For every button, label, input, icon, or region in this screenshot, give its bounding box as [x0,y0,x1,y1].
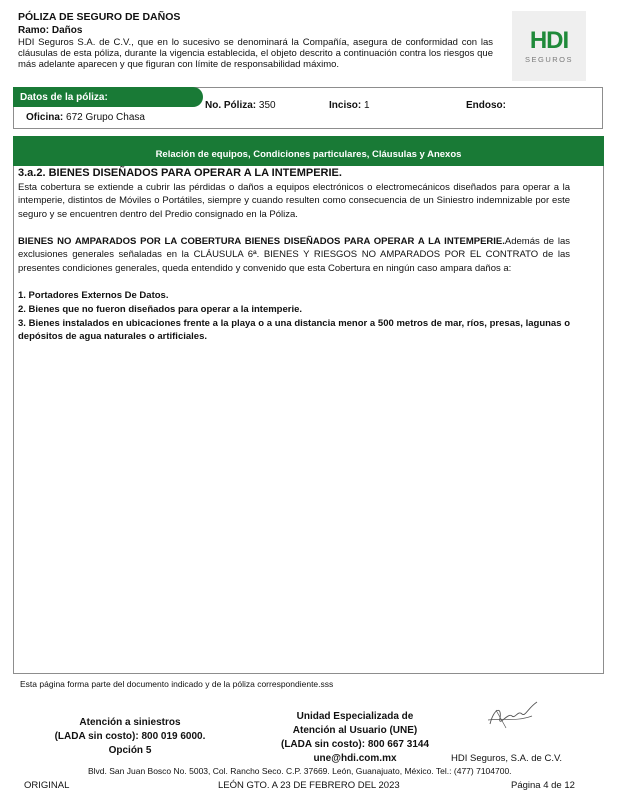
inciso-value: 1 [364,100,370,111]
inciso-field [329,100,370,111]
exclusions-text: Además de las exclusiones generales señaladas en la CLÁUSULA 6ª. BIENES Y RIESGOS NO AMPARADOS POR EL CONTRATO de las presentes condiciones generales, queda entendido y convenido que esta Cobertura en ningún caso ampara daños a: [18,236,570,274]
company-address: Blvd. San Juan Bosco No. 5003, Col. Rancho Seco. C.P. 37669. León, Guanajuato, México. Tel.: (477) 7104700. [88,766,512,776]
hdi-logo [512,11,586,81]
endoso-field [466,100,506,111]
signature-image [482,698,542,732]
inciso-label: Inciso: [329,100,362,111]
ramo-label: Ramo: Daños [18,25,83,36]
document-title: PÓLIZA DE SEGURO DE DAÑOS [18,11,181,23]
exclusion-item: 1. Portadores Externos De Datos. [18,290,169,301]
claims-contact-line: (LADA sin costo): 800 019 6000. [54,731,206,742]
policy-number-label: No. Póliza: [205,100,257,111]
policy-number-field [205,100,276,111]
intro-paragraph: HDI Seguros S.A. de C.V., que en lo sucesivo se denominará la Compañía, asegura de conformidad con las cláusulas de esta póliza, durante la vigencia establecida, el objeto descrito a continuación contra los riesgos que más adelante aparecen y que figuran con límite de responsabilidad máximo. [18,37,493,70]
une-contact-line: Atención al Usuario (UNE) [292,725,418,736]
claims-contact-line: Opción 5 [108,745,152,756]
section-bar [13,136,604,166]
company-name: HDI Seguros, S.A. de C.V. [451,753,563,764]
logo-brand: HDI [529,27,569,54]
policy-data-tab [13,87,203,107]
exclusions-heading: BIENES NO AMPARADOS POR LA COBERTURA BIENES DISEÑADOS PARA OPERAR A LA INTEMPERIE. [18,236,505,247]
oficina-label: Oficina: [26,112,64,123]
page-number: Página 4 de 12 [511,780,575,791]
clause-paragraph: Esta cobertura se extiende a cubrir las pérdidas o daños a equipos electrónicos o electromecánicos diseñados para operar a la intemperie, distintos de Móviles o Portátiles, siempre y cuando resulten como consecuencia de un Siniestro indemnizable por este seguro y se encuentren dentro del Predio consignado en la Póliza. [18,182,570,220]
original-label: ORIGINAL [24,780,70,791]
une-email[interactable]: une@hdi.com.mx [313,753,397,764]
exclusion-item: 2. Bienes que no fueron diseñados para operar a la intemperie. [18,304,303,315]
policy-number-value: 350 [258,100,276,111]
exclusion-item: 3. Bienes instalados en ubicaciones frente a la playa o a una distancia menor a 500 metros de mar, ríos, presas, lagunas o depósitos de agua naturales o artificiales. [18,318,570,343]
date-line: LEÓN GTO. A 23 DE FEBRERO DEL 2023 [218,780,400,791]
claims-contact [50,716,210,758]
une-contact-line: (LADA sin costo): 800 667 3144 [280,739,430,750]
oficina-field [26,112,145,123]
policy-data-label: Datos de la póliza: [20,92,108,103]
exclusions-paragraph [18,235,570,275]
section-bar-title: Relación de equipos, Condiciones particulares, Cláusulas y Anexos [155,149,462,160]
oficina-value: 672 Grupo Chasa [66,112,145,123]
clause-heading: 3.a.2. BIENES DISEÑADOS PARA OPERAR A LA INTEMPERIE. [18,167,342,179]
endoso-label: Endoso: [466,100,506,111]
une-contact [270,710,440,766]
footer-note: Esta página forma parte del documento indicado y de la póliza correspondiente.sss [20,679,334,689]
une-contact-line: Unidad Especializada de [296,711,414,722]
claims-contact-line: Atención a siniestros [79,717,181,728]
logo-subtitle: SEGUROS [524,55,573,64]
